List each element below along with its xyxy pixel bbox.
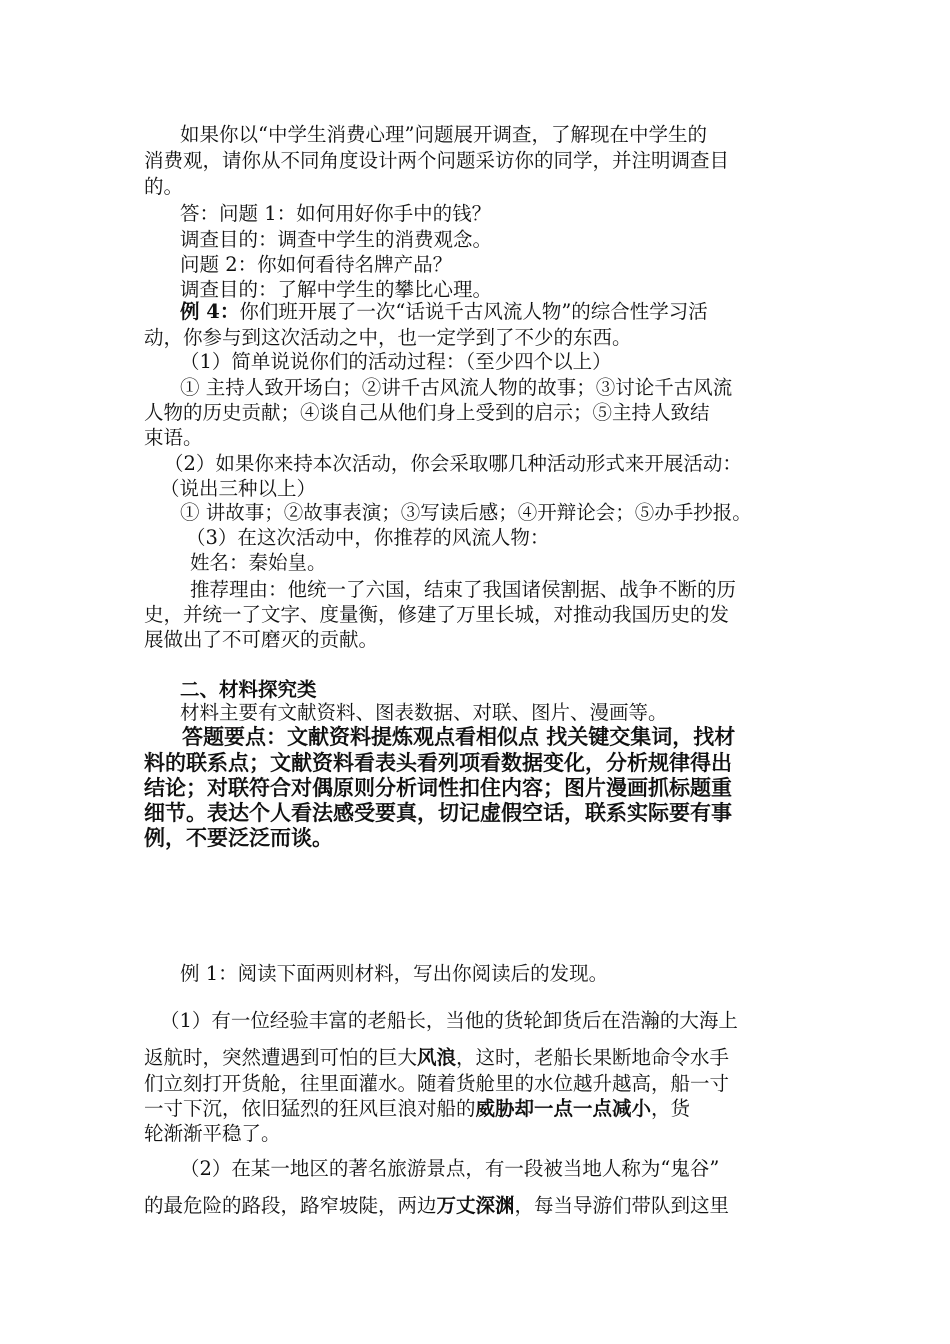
- key-points-line-5: 例，不要泛泛而谈。: [144, 825, 333, 850]
- question-1-answer-line-3: 束语。: [144, 426, 203, 449]
- answer-line-3: 问题 2：你如何看待名牌产品？: [180, 253, 453, 276]
- material-1-line-2-a: 返航时，突然遭遇到可怕的巨大: [144, 1046, 418, 1069]
- material-2-line-2-a: 的最危险的路段，路窄坡陡，两边: [144, 1194, 437, 1217]
- material-2-line-2-b: ，每当导游们带队到这里: [514, 1194, 730, 1217]
- intro-line-3: 的。: [144, 175, 184, 198]
- intro-line-2: 消费观，请你从不同角度设计两个问题采访你的同学，并注明调查目: [144, 149, 730, 172]
- answer-line-4: 调查目的：了解中学生的攀比心理。: [180, 278, 493, 301]
- intro-line-1: 如果你以“中学生消费心理”问题展开调查，了解现在中学生的: [180, 123, 707, 146]
- question-3: （3）在这次活动中，你推荐的风流人物：: [186, 526, 550, 549]
- material-1-line-4: [144, 1096, 690, 1122]
- material-1-highlight-waves: 风浪: [417, 1046, 457, 1069]
- question-2-line-2: （说出三种以上）: [160, 477, 317, 500]
- material-1-line-2: [144, 1045, 729, 1071]
- material-1-line-5: 轮渐渐平稳了。: [144, 1122, 281, 1145]
- example-1-title: 例 1：阅读下面两则材料，写出你阅读后的发现。: [180, 962, 609, 985]
- material-2-line-1: （2）在某一地区的著名旅游景点，有一段被当地人称为“鬼谷”: [180, 1157, 720, 1180]
- example4-line-1: [180, 299, 708, 325]
- section-2-intro: 材料主要有文献资料、图表数据、对联、图片、漫画等。: [180, 701, 668, 724]
- question-1-answer-line-2: 人物的历史贡献；④谈自己从他们身上受到的启示；⑤主持人致结: [144, 401, 710, 424]
- material-1-line-2-b: ，这时，老船长果断地命令水手: [456, 1046, 730, 1069]
- key-points-line-1: 答题要点：文献资料提炼观点看相似点 找关键交集词，找材: [182, 724, 736, 749]
- material-1-line-4-b: ，货: [651, 1097, 691, 1120]
- example4-line-2: 动，你参与到这次活动之中，也一定学到了不少的东西。: [144, 326, 632, 349]
- section-2-heading: 二、材料探究类: [180, 678, 317, 701]
- material-1-line-1: （1）有一位经验丰富的老船长，当他的货轮卸货后在浩瀚的大海上: [160, 1009, 738, 1032]
- question-3-reason-line-1: 推荐理由：他统一了六国，结束了我国诸侯割据、战争不断的历: [190, 578, 737, 601]
- question-1: （1）简单说说你们的活动过程：（至少四个以上）: [180, 350, 612, 373]
- example4-label: 例 4：: [180, 300, 240, 323]
- key-points-line-2: 料的联系点；文献资料看表头看列项看数据变化，分析规律得出: [144, 750, 732, 775]
- question-2-answer: ① 讲故事；②故事表演；③写读后感；④开辩论会；⑤办手抄报。: [180, 501, 752, 524]
- key-points-line-4: 细节。表达个人看法感受要真，切记虚假空话，联系实际要有事: [144, 800, 732, 825]
- key-points-line-3: 结论；对联符合对偶原则分析词性扣住内容；图片漫画抓标题重: [144, 775, 732, 800]
- question-3-name: 姓名：秦始皇。: [190, 551, 327, 574]
- material-2-line-2: [144, 1193, 729, 1219]
- material-1-line-3: 们立刻打开货舱，往里面灌水。随着货舱里的水位越升越高，船一寸: [144, 1072, 730, 1095]
- answer-line-1: 答：问题 1：如何用好你手中的钱？: [180, 202, 492, 225]
- question-1-answer-line-1: ① 主持人致开场白；②讲千古风流人物的故事；③讨论千古风流: [180, 376, 733, 399]
- material-1-line-4-a: 一寸下沉，依旧猛烈的狂风巨浪对船的: [144, 1097, 476, 1120]
- question-2-line-1: （2）如果你来持本次活动，你会采取哪几种活动形式来开展活动：: [164, 452, 742, 475]
- example4-text-1: 你们班开展了一次“话说千古风流人物”的综合性学习活: [239, 300, 708, 323]
- question-3-reason-line-2: 史，并统一了文字、度量衡，修建了万里长城，对推动我国历史的发: [144, 603, 730, 626]
- question-3-reason-line-3: 展做出了不可磨灭的贡献。: [144, 628, 379, 651]
- answer-line-2: 调查目的：调查中学生的消费观念。: [180, 228, 493, 251]
- material-2-highlight-abyss: 万丈深渊: [436, 1194, 515, 1217]
- material-1-highlight-threat: 威胁却一点一点减小: [475, 1097, 652, 1120]
